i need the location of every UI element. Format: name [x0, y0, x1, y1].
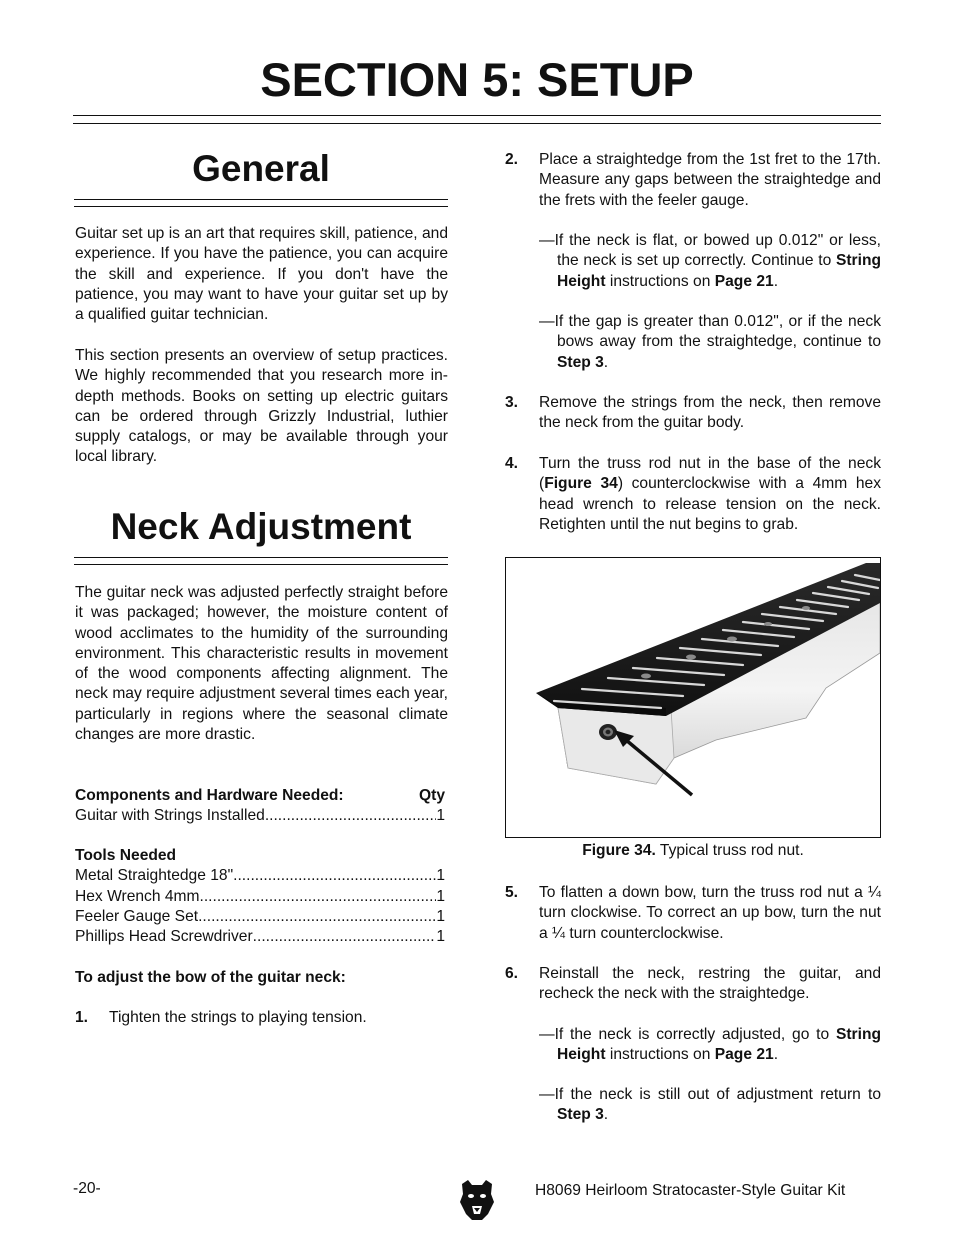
step-3: 3. Remove the strings from the neck, then remove the neck from the guitar body.	[505, 394, 881, 432]
step-2: 2. Place a straightedge from the 1st fret to the 17th. Measure any gaps between the straightedge and the frets with the feeler gauge.	[505, 151, 881, 209]
tools-heading: Tools Needed	[75, 847, 177, 864]
product-name: H8069 Heirloom Stratocaster-Style Guitar Kit	[535, 1182, 846, 1199]
list-item: Hex Wrench 4mm ..... 1	[75, 887, 445, 907]
page-number: -20-	[73, 1180, 101, 1197]
list-item: Phillips Head Screwdriver ..... 1	[75, 927, 445, 947]
neck-rule-1	[74, 557, 448, 558]
step-2-note-a: —If the neck is flat, or bowed up 0.012" or less, the neck is set up correctly. Continue to String Height instructions on Page 21.	[539, 232, 881, 290]
list-item: Guitar with Strings Installed ..... 1	[75, 806, 445, 826]
step-5: 5. To flatten a down bow, turn the truss rod nut a ¼ turn clockwise. To correct an up bow, turn the nut a ¼ turn counterclockwise.	[505, 884, 881, 942]
general-paragraph-1: Guitar set up is an art that requires skill, patience, and experience. If you have the patience, you can acquire the skill and experience. If you don't have the patience, you may want to have your guitar set up by a qualified guitar technician.	[75, 225, 448, 324]
components-list	[75, 786, 445, 827]
truss-rod-nut-photo	[506, 558, 880, 837]
list-item: Feeler Gauge Set ..... 1	[75, 907, 445, 927]
general-rule-1	[74, 199, 448, 200]
general-heading: General	[192, 148, 330, 189]
step-6-note-b: —If the neck is still out of adjustment return to Step 3.	[539, 1086, 881, 1124]
list-item: Metal Straightedge 18" ..... 1	[75, 866, 445, 886]
neck-rule-2	[74, 564, 448, 565]
components-heading: Components and Hardware Needed:	[75, 787, 344, 804]
adjust-heading: To adjust the bow of the guitar neck:	[75, 969, 346, 986]
step-6: 6. Reinstall the neck, restring the guitar, and recheck the neck with the straightedge.	[505, 965, 881, 1003]
figure-34-image	[505, 557, 881, 838]
title-rule-bottom	[73, 123, 881, 124]
grizzly-bear-logo-icon	[458, 1178, 496, 1222]
page-title: SECTION 5: SETUP	[260, 53, 694, 106]
step-2-note-b: —If the gap is greater than 0.012", or if the neck bows away from the straightedge, continue to Step 3.	[539, 313, 881, 371]
general-paragraph-2: This section presents an overview of setup practices. We highly recommended that you research more in-depth methods. Books on setting up electric guitars can be ordered through Grizzly Industrial, luthier supply catalogs, or may be available through your local library.	[75, 347, 448, 466]
general-rule-2	[74, 206, 448, 207]
title-rule-top	[73, 115, 881, 116]
step-4: 4. Turn the truss rod nut in the base of the neck (Figure 34) counterclockwise with a 4mm hex head wrench to release tension on the neck. Retighten until the nut begins to grab.	[505, 455, 881, 533]
tools-list	[75, 846, 445, 947]
neck-adjustment-heading: Neck Adjustment	[110, 506, 412, 547]
qty-heading: Qty	[419, 787, 445, 804]
neck-paragraph: The guitar neck was adjusted perfectly straight before it was packaged; however, the moisture content of wood acclimates to the humidity of the surrounding environment. This characteristic results in movement of the wood components affecting alignment. The neck may require adjustment several times each year, particularly in regions where the seasonal climate changes are more drastic.	[75, 584, 448, 744]
step-6-note-a: —If the neck is correctly adjusted, go to String Height instructions on Page 21.	[539, 1026, 881, 1064]
figure-caption: Figure 34. Typical truss rod nut.	[582, 842, 804, 859]
